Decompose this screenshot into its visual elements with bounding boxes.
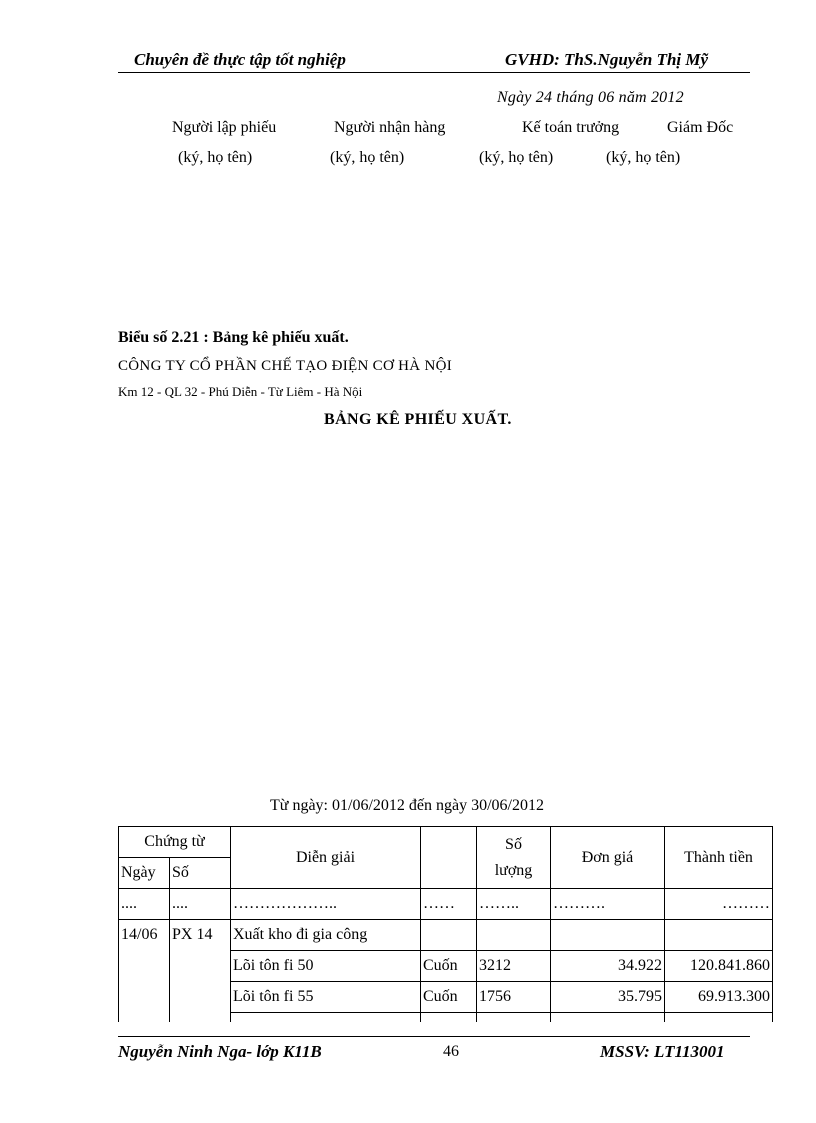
- cell-so: PX 14: [170, 920, 231, 951]
- cell-ngay: 14/06: [119, 920, 170, 951]
- header-right: GVHD: ThS.Nguyễn Thị Mỹ: [505, 50, 709, 69]
- header-don-gia: Đơn giá: [551, 827, 665, 889]
- signature-role-4: Giám Đốc: [667, 119, 734, 136]
- cell-amount: 120.841.860: [665, 951, 773, 982]
- table-row: [119, 951, 773, 982]
- cell-amount: ………: [665, 889, 773, 920]
- cell-so: [170, 982, 231, 1013]
- table-row: [119, 982, 773, 1013]
- signature-note-4: (ký, họ tên): [606, 149, 681, 166]
- cell-ngay: [119, 982, 170, 1013]
- header-thanh-tien: Thành tiền: [665, 827, 773, 889]
- header-ngay: Ngày: [119, 858, 170, 889]
- table-header-row: [119, 827, 773, 858]
- cell-ngay: [119, 951, 170, 982]
- cell-so: [170, 951, 231, 982]
- document-title: BẢNG KÊ PHIẾU XUẤT.: [324, 411, 512, 428]
- header-so-luong-1: Số: [505, 835, 522, 853]
- header-dien-giai: Diễn giải: [231, 827, 421, 889]
- table-row: [119, 889, 773, 920]
- cell-unit: Cuốn: [421, 982, 477, 1013]
- signature-note-1: (ký, họ tên): [178, 149, 253, 166]
- date-line: Ngày 24 tháng 06 năm 2012: [497, 89, 684, 106]
- cell-dien-giai: ………………..: [231, 889, 421, 920]
- ledger-table: [118, 826, 773, 1044]
- signature-role-2: Người nhận hàng: [334, 119, 446, 136]
- footer-rule: [118, 1036, 750, 1037]
- cell-dien-giai: Lõi tôn fi 50: [231, 951, 421, 982]
- cell-ngay: ....: [119, 889, 170, 920]
- cell-amount: 69.913.300: [665, 982, 773, 1013]
- cell-qty: 3212: [477, 951, 551, 982]
- cell-dien-giai: Lõi tôn fi 55: [231, 982, 421, 1013]
- table-row: [119, 920, 773, 951]
- footer-right: MSSV: LT113001: [600, 1042, 725, 1061]
- cell-dien-giai: Xuất kho đi gia công: [231, 920, 421, 951]
- figure-caption: Biểu số 2.21 : Bảng kê phiếu xuất.: [118, 329, 349, 346]
- page-number: 46: [443, 1043, 459, 1060]
- header-rule: [118, 72, 750, 73]
- cell-amount: [665, 920, 773, 951]
- header-so: Số: [170, 858, 231, 889]
- signature-role-1: Người lập phiếu: [172, 119, 277, 136]
- company-address: Km 12 - QL 32 - Phú Diễn - Từ Liêm - Hà Nội: [118, 384, 363, 399]
- cell-price: 35.795: [551, 982, 665, 1013]
- header-so-luong-2: lượng: [494, 861, 533, 879]
- cell-qty: ……..: [477, 889, 551, 920]
- cell-price: [551, 920, 665, 951]
- header-so-luong: [477, 827, 551, 889]
- header-unit: [421, 827, 477, 889]
- cell-unit: ……: [421, 889, 477, 920]
- company-name: CÔNG TY CỔ PHẦN CHẾ TẠO ĐIỆN CƠ HÀ NỘI: [118, 358, 453, 374]
- footer-left: Nguyễn Ninh Nga- lớp K11B: [118, 1042, 322, 1061]
- header-left: Chuyên đề thực tập tốt nghiệp: [134, 50, 346, 69]
- cell-price: ……….: [551, 889, 665, 920]
- cell-qty: 1756: [477, 982, 551, 1013]
- cell-unit: Cuốn: [421, 951, 477, 982]
- cell-so: ....: [170, 889, 231, 920]
- cell-unit: [421, 920, 477, 951]
- signature-note-2: (ký, họ tên): [330, 149, 405, 166]
- cell-qty: [477, 920, 551, 951]
- signature-note-3: (ký, họ tên): [479, 149, 554, 166]
- signature-role-3: Kế toán trưởng: [522, 119, 620, 136]
- date-range: Từ ngày: 01/06/2012 đến ngày 30/06/2012: [270, 797, 544, 814]
- cell-price: 34.922: [551, 951, 665, 982]
- header-chung-tu: Chứng từ: [119, 827, 231, 858]
